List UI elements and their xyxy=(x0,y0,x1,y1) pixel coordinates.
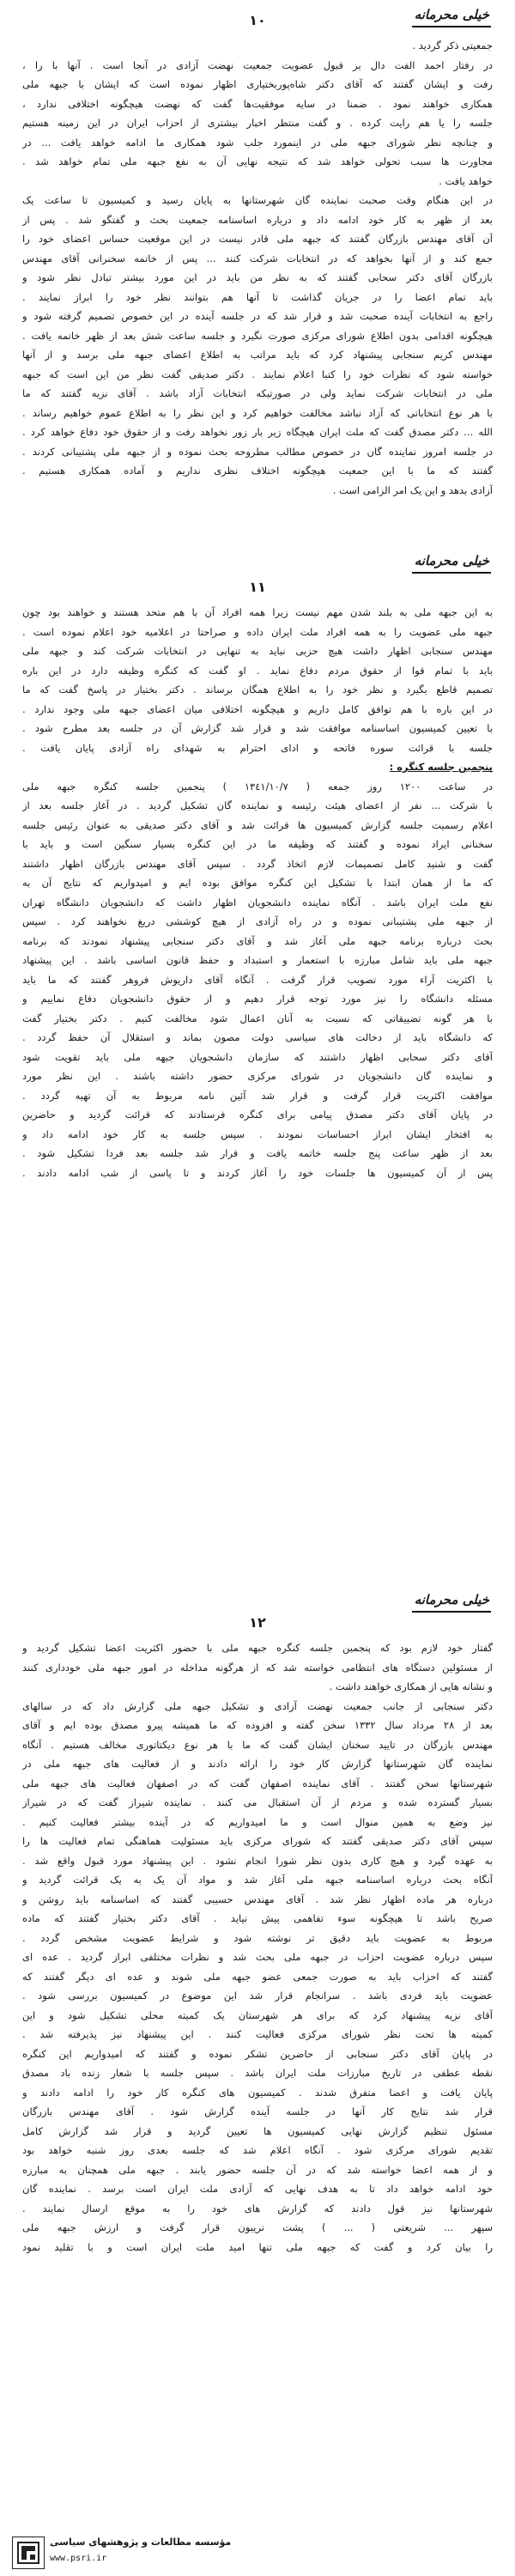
page-number: ١١ xyxy=(249,579,266,595)
text-line: نفع ملت ایران باشد . آنگاه نماینده دانشجویان اظهار داشت که دانشجویان دانشگاه تهران xyxy=(22,896,493,908)
text-line: گفتار خود لازم بود که پنجمین جلسه کنگره جبهه ملی با حضور اکثریت اعضا تشکیل گردید و xyxy=(22,1642,493,1654)
text-line: کمیته ها تحت نظر شورای مرکزی فعالیت کنند . این پیشنهاد نیز پذیرفته شد . xyxy=(22,2028,493,2040)
text-line: بعد از ٢٨ مرداد سال ١٣٣٢ سخن گفته و افزوده که ما همیشه پیرو مصدق بوده ایم و آقای xyxy=(22,1719,493,1731)
text-line: از جبهه ملی پشتیبانی نموده و در راه آزادی از هیچ کوششی دریغ نخواهند کرد . سپس xyxy=(22,915,493,927)
text-line: و نشانه هایی از همکاری خواهند داشت . xyxy=(329,1680,493,1692)
text-line: در پایان آقای دکتر مصدق پیامی برای کنگره فرستادند که قرائت گردید و حاضرین xyxy=(22,1109,493,1121)
text-line: گفت و شنید کامل تصمیمات لازم اتخاذ گردد . سپس آقای مهندس بازرگان اظهار داشتند xyxy=(22,857,493,870)
publisher-logo-icon xyxy=(12,2537,45,2569)
text-line: درباره هر ماده اظهار نظر شد . آقای مهندس حسیبی گفتند که اساسنامه باید روشن و xyxy=(22,1893,493,1905)
text-line: شهرستانها سخن گفتند . آقای نماینده اصفهان گفت که در اصفهان فعالیت های جبهه ملی xyxy=(22,1777,493,1789)
text-line: اعلام رسمیت جلسه گزارش کمیسیون ها قرائت شد و آقای دکتر صدیقی به عنوان رئیس جلسه xyxy=(22,818,493,831)
text-line: بعد از ظهر به کار خود ادامه داد و درباره اساسنامه جمعیت بحث و گفتگو شد . پس از xyxy=(22,213,493,226)
text-line: سخنانی ایراد نموده و گفتند که وظیفه ما در این کنگره بسیار سنگین است و باید با xyxy=(22,838,493,850)
text-line: با اکثریت آراء مورد تصویب قرار گرفت . آنگاه آقای داریوش فروهر گفتند که ما باید xyxy=(22,973,493,986)
text-line: خواهد یافت . xyxy=(439,174,493,187)
text-line: تقدیم شورای مرکزی شود . آنگاه اعلام شد که جلسه بعدی روز شنبه خواهد بود xyxy=(22,2144,493,2156)
text-line: دکتر سنجابی از جانب جمعیت نهضت آزادی و تشکیل جبهه ملی گزارش داد که در سالهای xyxy=(22,1699,493,1712)
text-line: همکاری خواهند نمود . ضمنا در سایه موفقیت‌ها گفت که نهضت هیچگونه اختلافی ندارد ، xyxy=(22,97,493,110)
text-line: را بیان کرد و گفت که جبهه ملی تنها امید ملت ایران است و با تقلید نمود xyxy=(22,2240,493,2253)
text-line: گفتند که ما با این جمعیت هیچگونه اختلاف نظری نداریم و آماده همکاری هستیم . xyxy=(22,465,493,477)
text-line: باید تمام اعضا را در جریان گذاشت تا آنها هم بتوانند نظر خود را ابراز نمایند . xyxy=(22,290,493,303)
text-line: آقای نزیه پیشنهاد کرد که برای هر شهرستان یک کمیته محلی تشکیل شود و این xyxy=(22,2008,493,2021)
text-line: جمع کند و از آنها بخواهد که در انتخابات شرکت کنند ... پس از خاتمه سخنرانی آقای مهندس xyxy=(22,252,493,264)
section-heading: پنجمین جلسه کنگره : xyxy=(389,761,493,773)
text-line: شهرستانها نیز قول دادند که گزارش های خود را به موقع ارسال نمایند . xyxy=(22,2202,493,2215)
text-line: بازرگان آقای دکتر سحابی گفتند که به نظر من باید در این مورد بیشتر تبادل نظر شود و xyxy=(22,271,493,283)
text-line: الله ... دکتر مصدق گفت که ملت ایران هیچگاه زیر بار زور نخواهد رفت و از حقوق خود دفاع خواهد کرد . xyxy=(22,426,493,438)
text-line: با شرکت ... نفر از اعضای هیئت رئیسه و نماینده گان تشکیل گردید . در آغاز جلسه بعد از xyxy=(22,799,493,811)
text-line: جمعیتی ذکر گردید . xyxy=(412,39,493,52)
text-line: ملی در انتخابات شرکت نماید ولی در صورتیکه انتخابات آزاد باشد . آقای نزیه گفتند که ما xyxy=(22,387,493,399)
text-line: بسیار گسترده شده و مردم از آن استقبال می کنند . نماینده شیراز گفت که در شیراز xyxy=(22,1796,493,1808)
text-line: عضویت باید فردی باشد . سرانجام قرار شد این موضوع در کمیسیون بررسی شود . xyxy=(22,1990,493,2002)
text-line: و چنانچه نظر شورای جبهه ملی در اینمورد جلب شود همکاری ما ادامه خواهد یافت ... در xyxy=(22,136,493,149)
text-line: در این هنگام وقت صحبت نماینده گان شهرستانها به پایان رسید و کمیسیون تا ساعت یک xyxy=(22,194,493,206)
text-line: بحث درباره برنامه جبهه ملی آغاز شد و آقای دکتر سنجابی پیشنهاد نمودند که برنامه xyxy=(22,934,493,947)
publisher-footer xyxy=(12,2535,270,2569)
text-line: صریح باشد تا هیچگونه سوء تفاهمی پیش نیاید . آقای دکتر بختیار گفتند که ماده xyxy=(22,1912,493,1924)
text-line: راجع به انتخابات آینده صحبت شد و قرار شد که در جلسه آینده در این خصوص تصمیم گرفته شود و xyxy=(22,310,493,322)
classification-label: خیلی محرمانه xyxy=(414,7,489,22)
text-line: جبهه ملی باید شامل مبارزه با استعمار و استبداد و حفظ قانون اساسی باشد . این پیشنهاد xyxy=(22,954,493,966)
text-line: در این باره با هم توافق کامل داریم و هیچگونه اختلافی میان اعضای جبهه ملی وجود ندارد . xyxy=(22,702,493,715)
page-body xyxy=(22,1638,493,2257)
text-line: جلسه با قرائت سوره فاتحه و ادای احترام به شهدای راه آزادی پایان یافت . xyxy=(22,741,493,754)
text-line: نیز وضع به همین منوال است و ما امیدواریم که در آینده بیشتر فعالیت کنیم . xyxy=(22,1815,493,1828)
text-line: از مسئولین دستگاه های انتظامی خواسته شد که از هرگونه مداخله در امور جبهه ملی خودداری کنند xyxy=(22,1661,493,1674)
classification-label: خیلی محرمانه xyxy=(414,1592,489,1607)
text-line: خود ادامه خواهد داد تا به هدف نهایی که آزادی ملت ایران است برسد . نماینده گان xyxy=(22,2183,493,2195)
text-line: سپهر ... شریعتی ( ... ) پشت تریبون قرار گرفت و ارزش جبهه ملی xyxy=(22,2221,493,2233)
text-line: در رفتار احمد الفت دال بر قبول عضویت جمعیت نهضت آزادی در آنجا است . آنها با را ، xyxy=(22,58,493,71)
classification-label: خیلی محرمانه xyxy=(414,553,489,568)
text-line: سپس درباره عضویت احزاب در جبهه ملی بحث شد و نظرات مختلفی ابراز گردید . عده ای xyxy=(22,1951,493,1963)
text-line: بعد از ظهر ساعت پنج جلسه خاتمه یافت و قرار شد جلسه بعد فردا تشکیل شود . xyxy=(22,1147,493,1159)
text-line: سپس آقای دکتر صدیقی گفتند که شورای مرکزی باید مسئولیت هماهنگی تمام فعالیت ها را xyxy=(22,1835,493,1847)
text-line: خواسته شود که نظرات خود را کتبا اعلام نمایند . دکتر صدیقی گفت نظر من این است که جبهه xyxy=(22,368,493,380)
classification-underline xyxy=(412,1611,491,1613)
text-line: مجاورت ها سبب تحولی خواهد شد که نتیجه نهایی آن به نفع جبهه ملی تمام خواهد شد . xyxy=(22,155,493,167)
document-page-12 xyxy=(0,1589,515,2576)
text-line: به افتخار ایشان ابراز احساسات نمودند . سپس جلسه به کار خود ادامه داد و xyxy=(22,1127,493,1140)
text-line: به عهده گیرد و هیچ کاری بدون نظر شورا انجام نشود . این پیشنهاد مورد قبول واقع شد . xyxy=(22,1854,493,1867)
text-line: قرار شد نتایج کار آنها در جلسه آینده گزارش شود . آقای مهندس بازرگان xyxy=(22,2105,493,2117)
page-body xyxy=(22,36,493,500)
text-line: به این جبهه ملی به بلند شدن مهم نیست زیرا همه افراد آن با هم متحد هستند و خواهند بود چون xyxy=(22,606,493,618)
text-line: جبهه ملی عضویت را به همه افراد ملت ایران داده و صراحتا در اعلامیه خود اعلام نموده است . xyxy=(22,625,493,638)
text-line: مهندس بازرگان در تایید سخنان ایشان گفت که ما با هر نوع دیکتاتوری مخالف هستیم . آنگاه xyxy=(22,1738,493,1751)
text-line: و نماینده گان دانشجویان در شورای مرکزی حضور داشته باشند . این نظر مورد xyxy=(22,1070,493,1082)
text-line: موافقت اکثریت قرار گرفت و قرار شد آئین نامه مربوط به آن تهیه گردد . xyxy=(22,1089,493,1102)
page-number: ١٢ xyxy=(249,1614,266,1631)
document-page-10 xyxy=(0,0,515,532)
text-line: آنگاه بحث درباره اساسنامه جبهه ملی آغاز شد و مواد آن یک به یک قرائت گردید و xyxy=(22,1874,493,1886)
publisher-name: مؤسسه مطالعات و پژوهشهای سیاسی xyxy=(50,2537,232,2548)
text-line: آن آقای مهندس بازرگان گفتند که جبهه ملی قادر نیست در این موقعیت حساس اعضای خود را xyxy=(22,233,493,245)
text-line: با هر گونه تضییقاتی که نسبت به آنان اعمال شود مخالفت کنیم . دکتر بختیار گفت xyxy=(22,1012,493,1024)
text-line: نقطه عطفی در تاریخ مبارزات ملت ایران باشد . سپس جلسه با شعار زنده باد مصدق xyxy=(22,2067,493,2079)
text-line: رفت و ایشان گفتند که آقای دکتر شاه‌پوربختیاری اظهار نموده است که ایشان با جبهه ملی xyxy=(22,78,493,90)
text-line: با تعیین کمیسیون اساسنامه موافقت شد و قرار شد گزارش آن در جلسه بعد مطرح شود . xyxy=(22,722,493,734)
text-line: که دانشگاه باید از دخالت های سیاسی دولت مصون بماند و استقلال آن حفظ گردد . xyxy=(22,1031,493,1043)
text-line: مسئول تنظیم گزارش نهایی کمیسیون ها تعیین گردید و قرار شد گزارش کامل xyxy=(22,2124,493,2137)
text-line: هیچگونه اقدامی بدون اطلاع شورای مرکزی صورت نگیرد و جلسه ساعت شش بعد از ظهر خاتمه یافت . xyxy=(22,329,493,342)
text-line: که ما از همان ابتدا با تشکیل این کنگره موافق بوده ایم و امیدواریم که نتایج آن به xyxy=(22,877,493,889)
text-line: مربوط به عضویت باید دقیق تر نوشته شود و شرایط عضویت مشخص گردد . xyxy=(22,1931,493,1944)
text-line: مسئله دانشگاه را نیز مورد توجه قرار دهیم و از حقوق دانشجویان دفاع نماییم و xyxy=(22,993,493,1005)
text-line: در پایان آقای دکتر سنجابی از حاضرین تشکر نموده و گفتند که امیدواریم این کنگره xyxy=(22,2047,493,2060)
text-line: جلسه را یا هم رایت کرده . و گفت منتظر اخبار بیشتری از احزاب ایران در این زمینه هستیم xyxy=(22,117,493,129)
text-line: مهندس سنجابی اظهار داشت هیچ حزبی نباید به تنهایی در انتخابات شرکت کند و جبهه ملی xyxy=(22,645,493,657)
classification-underline xyxy=(412,572,491,574)
publisher-url: www.psri.ir xyxy=(50,2554,107,2563)
text-line: مهندس کریم سنجابی پیشنهاد کرد که باید مراتب به اطلاع اعضای جبهه ملی برسد و از آنها xyxy=(22,349,493,361)
text-line: نماینده گان شهرستانها گزارش کار خود را ارائه دادند و از فعالیت های جبهه ملی در xyxy=(22,1758,493,1770)
page-body xyxy=(22,603,493,1182)
text-line: در ساعت ١٢٠٠ روز جمعه ( ١٣٤١/١٠/٧ ) پنجمین جلسه کنگره جبهه ملی xyxy=(22,780,493,793)
document-page-11 xyxy=(0,550,515,1571)
text-line: تصمیم قاطع بگیرد و نظر خود را به اطلاع همگان برساند . دکتر بختیار در پاسخ گفت که ما xyxy=(22,683,493,696)
text-line: پایان یافت و اعضا متفرق شدند . کمیسیون های کنگره کار خود را ادامه دادند و xyxy=(22,2086,493,2099)
text-line: و از همه اعضا خواسته شد که در آن جلسه حضور یابند . جبهه ملی همچنان به مبارزه xyxy=(22,2163,493,2176)
text-line: گفتند که احزاب باید به صورت جمعی عضو جبهه ملی شوند و عده ای دیگر گفتند که xyxy=(22,1970,493,1983)
text-line: در جلسه امروز نماینده گان در خصوص مطالب مطروحه بحث نموده و از جبهه ملی پشتیبانی کردند . xyxy=(22,445,493,458)
page-number: ١٠ xyxy=(249,12,266,28)
text-line: پس از آن کمیسیون ها جلسات خود را آغاز کردند و تا پاسی از شب ادامه دادند . xyxy=(22,1166,493,1179)
text-line: آزادی بدهد و این یک امر الزامی است . xyxy=(332,483,493,496)
text-line: آقای دکتر سحابی اظهار داشتند که سازمان دانشجویان جبهه ملی باید تقویت شود xyxy=(22,1050,493,1063)
text-line: باید با تمام قوا از حقوق مردم دفاع نماید . او گفت که کنگره وظیفه دارد در این باره xyxy=(22,664,493,677)
text-line: با هر نوع انتخاباتی که آزاد نباشد مخالفت خواهیم کرد و این نظر را به اطلاع عموم خواهیم رساند . xyxy=(22,406,493,419)
